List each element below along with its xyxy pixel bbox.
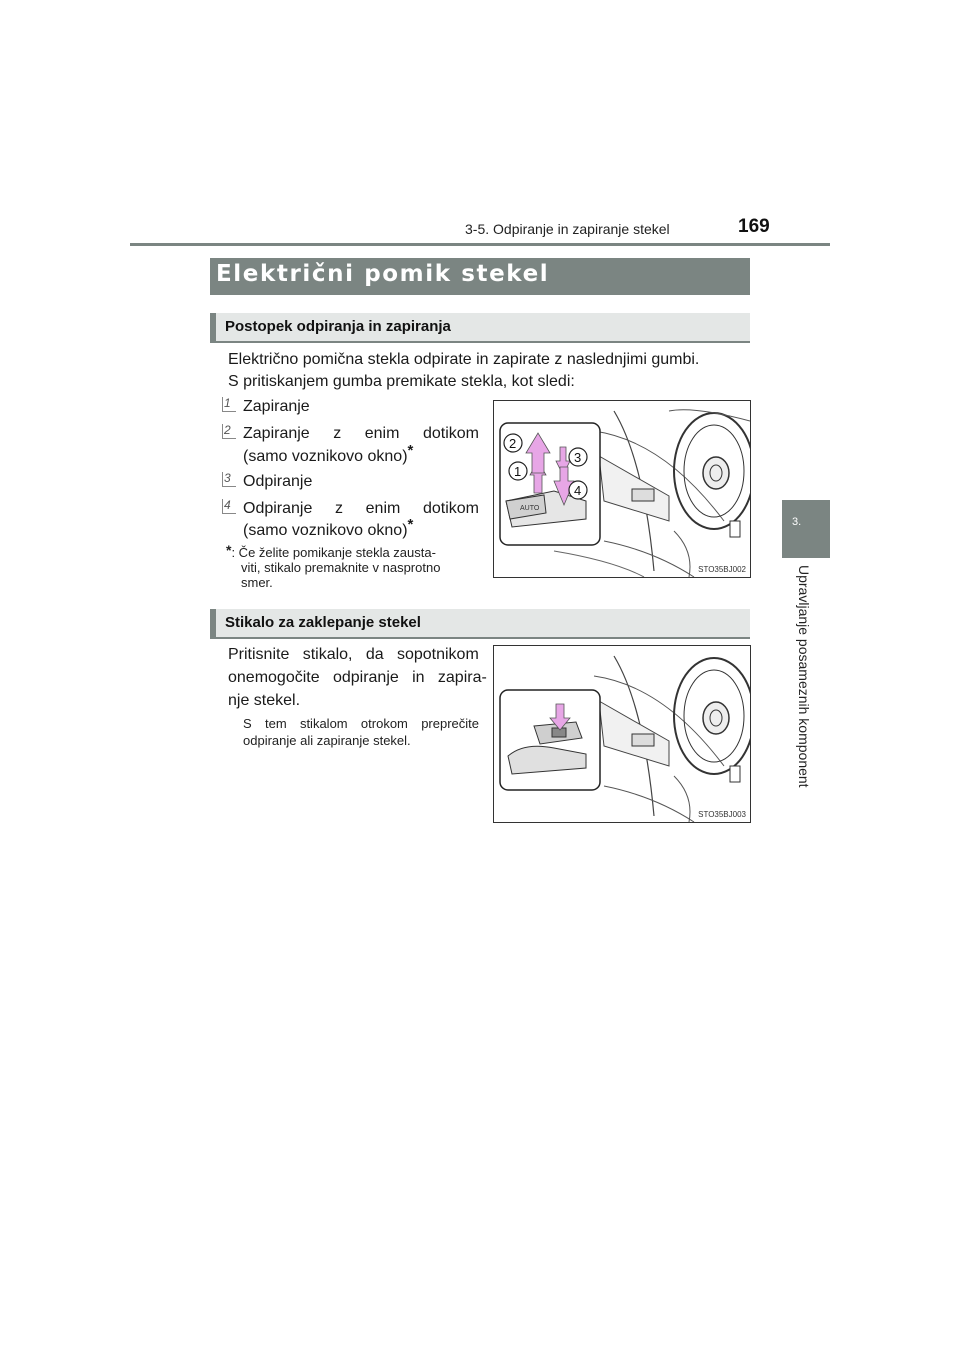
footnote-line-3: smer. (241, 575, 273, 590)
item-2-text: Zapiranje z enim dotikom (243, 425, 479, 442)
figure-window-switches (493, 400, 751, 578)
item-number-1: 1 (222, 397, 236, 412)
item-4-text: Odpiranje z enim dotikom (243, 500, 479, 517)
intro-line-2: S pritiskanjem gumba premikate stekla, kot sledi: (228, 373, 575, 390)
page-number: 169 (738, 216, 770, 237)
item-number-4: 4 (222, 499, 236, 514)
footnote-asterisk: * (226, 542, 232, 558)
callout-2: 2 (509, 436, 517, 451)
figure-lock-switch (493, 645, 751, 823)
page-title: Električni pomik stekel (216, 261, 550, 287)
lock-text-line-1: Pritisnite stikalo, da sopotnikom (228, 646, 479, 663)
subsection-heading-2-text: Stikalo za zaklepanje stekel (225, 614, 421, 631)
callout-4: 4 (574, 483, 582, 498)
item-2-subtext-value: (samo voznikovo okno) (243, 448, 408, 465)
lock-note-line-2: odpiranje ali zapiranje stekel. (243, 733, 411, 748)
lock-switch-illustration (494, 646, 750, 822)
lock-note-line-1: S tem stikalom otrokom preprečite (243, 716, 479, 731)
figure-code-2: STO35BJ003 (698, 810, 746, 819)
footnote-line-1: : Če želite pomikanje stekla zausta- (231, 545, 436, 560)
chapter-tab (782, 500, 830, 558)
item-4-subtext-value: (samo voznikovo okno) (243, 522, 408, 539)
item-3-text: Odpiranje (243, 473, 313, 490)
footnote (226, 544, 478, 590)
figure-code-1: STO35BJ002 (698, 565, 746, 574)
subsection-heading-1-text: Postopek odpiranja in zapiranja (225, 318, 451, 335)
chapter-number: 3. (792, 516, 802, 528)
item-number-2: 2 (222, 424, 236, 439)
item-1-text: Zapiranje (243, 398, 310, 415)
window-switch-illustration (494, 401, 750, 577)
lock-text-line-3: nje stekel. (228, 692, 301, 709)
subsection-heading-1 (210, 313, 750, 341)
callout-3: 3 (574, 450, 582, 465)
item-4-subtext (243, 516, 414, 540)
asterisk-mark: * (407, 516, 414, 533)
intro-line-1: Električno pomična stekla odpirate in zapirate z naslednjimi gumbi. (228, 351, 700, 368)
auto-switch-label: AUTO (520, 505, 540, 512)
footnote-line-2: viti, stikalo premaknite v nasprotno (241, 560, 441, 575)
callout-1: 1 (514, 464, 522, 479)
chapter-label: Upravljanje posameznih komponent (796, 565, 812, 788)
running-head: 3-5. Odpiranje in zapiranje stekel (465, 221, 670, 237)
page-title-bar (210, 258, 750, 295)
asterisk-mark: * (407, 442, 414, 459)
item-number-3: 3 (222, 472, 236, 487)
item-2-subtext (243, 442, 414, 466)
header-rule (130, 243, 830, 246)
subsection-heading-2 (210, 609, 750, 637)
lock-text-line-2: onemogočite odpiranje in zapira- (228, 669, 487, 686)
